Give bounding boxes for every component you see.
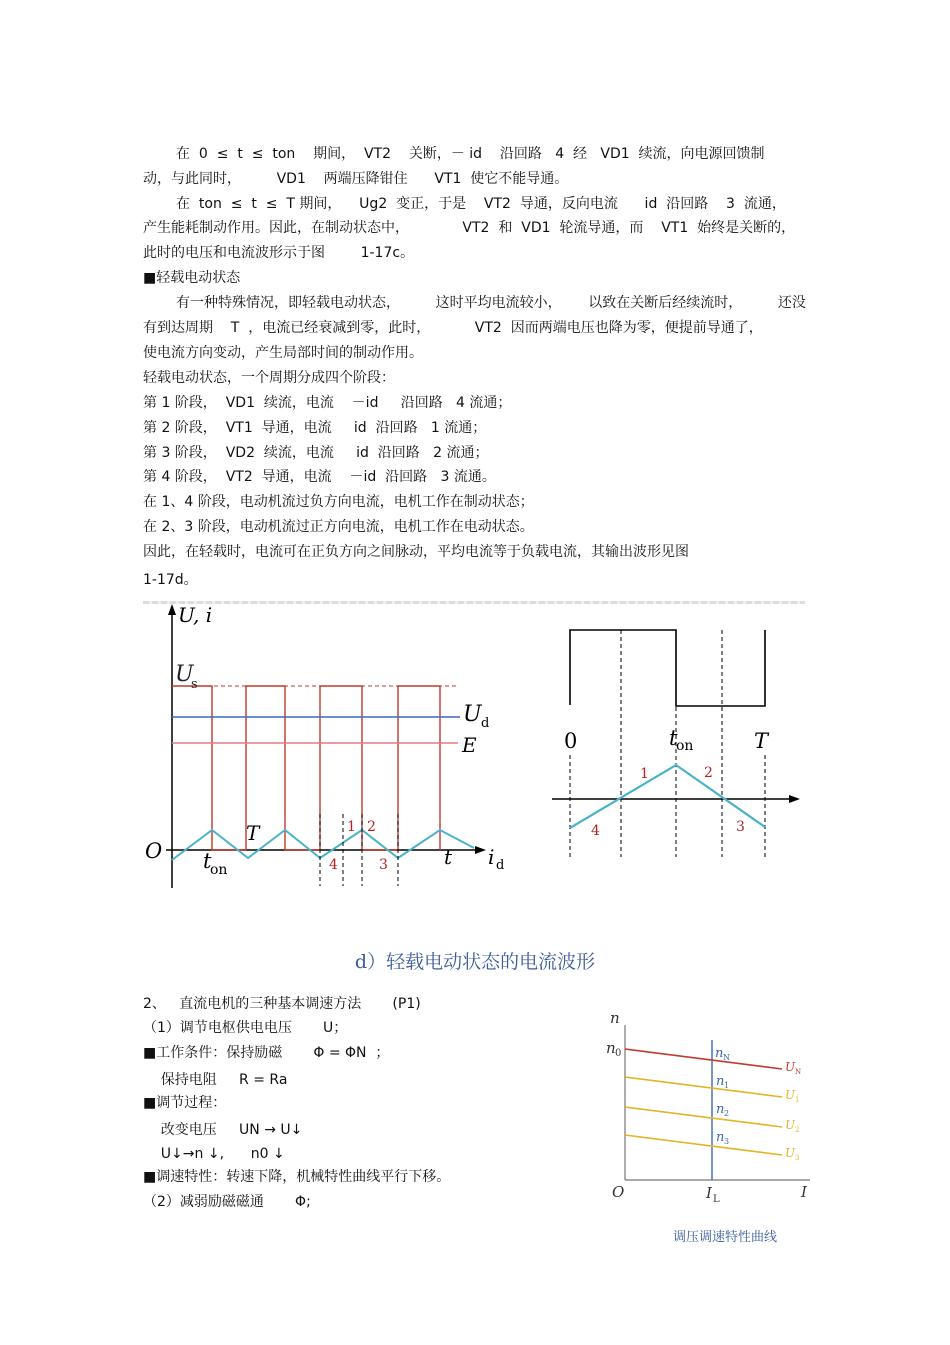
section-title: 2、 直流电机的三种基本调速方法 (P1) <box>143 996 421 1012</box>
u3-curve <box>625 1135 782 1155</box>
paragraph-line: 产生能耗制动作用。因此，在制动状态中， VT2 和 VD1 轮流导通，而 VT1 始终是关断的， <box>143 220 796 236</box>
us-label: U <box>175 662 194 687</box>
phase-1-label: 1 <box>347 819 356 835</box>
us-pulse-waveform <box>172 686 440 850</box>
period-label: T <box>246 821 260 845</box>
n2-point-label: n <box>716 1102 725 1117</box>
n0-label-sub: 0 <box>615 1048 622 1059</box>
us-label-sub: s <box>191 677 198 692</box>
u2-curve <box>625 1107 782 1127</box>
section-line: ■调节过程： <box>143 1095 227 1111</box>
un-curve-sub: N <box>795 1068 802 1076</box>
paragraph-line: 在 ton ≤ t ≤ T 期间， Ug2 变正，于是 VT2 导通，反向电流 id 沿回路 3 流通， <box>176 196 786 212</box>
paragraph-line: 第 1 阶段， VD1 续流，电流 －id 沿回路 4 流通； <box>143 395 512 411</box>
n2-point-sub: 2 <box>724 1109 730 1118</box>
y-axis-arrow <box>168 604 176 615</box>
left-waveform-diagram <box>145 603 504 888</box>
u1-curve-sub: 1 <box>795 1096 800 1104</box>
il-label-sub: L <box>713 1194 720 1205</box>
y-axis-label: U, i <box>178 603 213 627</box>
section-line: （1）调节电枢供电电压 U； <box>143 1020 348 1036</box>
il-label: I <box>706 1184 712 1202</box>
phase-1-label: 1 <box>640 766 649 782</box>
ton-label: t <box>669 726 678 750</box>
section-line: ■工作条件：保持励磁 Φ = ΦN ； <box>143 1045 390 1061</box>
paragraph-line: 1-17d。 <box>143 572 198 588</box>
period-label: T <box>754 729 769 753</box>
figure-n-caption: 调压调速特性曲线 <box>672 1230 777 1245</box>
u3-curve-label: U <box>785 1146 796 1160</box>
paragraph-line: 此时的电压和电流波形示于图 1-17c。 <box>143 245 415 261</box>
paragraph-line: 在 0 ≤ t ≤ ton 期间， VT2 关断，－ id 沿回路 4 经 VD1 续流，向电源回馈制 <box>176 146 765 162</box>
paragraph-line: 第 4 阶段， VT2 导通，电流 －id 沿回路 3 流通。 <box>143 469 496 485</box>
ton-label-sub: on <box>210 862 228 878</box>
i-axis-label: I <box>801 1183 807 1201</box>
waveform-figure <box>0 600 950 900</box>
u2-curve-sub: 2 <box>795 1126 800 1134</box>
u1-curve <box>625 1077 782 1097</box>
origin-label: O <box>145 839 163 863</box>
u1-curve-label: U <box>785 1088 796 1102</box>
paragraph-line: 使电流方向变动，产生局部时间的制动作用。 <box>143 345 423 361</box>
n1-point-label: n <box>716 1074 725 1089</box>
ud-label: U <box>463 702 482 727</box>
paragraph-line: 轻载电动状态，一个周期分成四个阶段： <box>143 370 395 386</box>
nn-point-label: n <box>715 1046 724 1061</box>
n3-point-sub: 3 <box>724 1137 730 1146</box>
right-waveform-diagram <box>552 630 800 857</box>
un-curve-label: U <box>785 1060 796 1074</box>
u3-curve-sub: 3 <box>795 1154 800 1162</box>
section-line: ■调速特性：转速下降，机械特性曲线平行下移。 <box>143 1169 451 1185</box>
n3-point-label: n <box>716 1130 725 1145</box>
id-current-waveform <box>172 830 474 860</box>
section-line: 改变电压 UN → U↓ <box>143 1122 303 1138</box>
origin-label: O <box>612 1183 625 1201</box>
section-line: 保持电阻 R = Ra <box>143 1072 288 1088</box>
paragraph-line: 第 3 阶段， VD2 续流，电流 id 沿回路 2 流通； <box>143 445 489 461</box>
paragraph-line: 动，与此同时， VD1 两端压降钳住 VT1 使它不能导通。 <box>143 171 569 187</box>
paragraph-line: 第 2 阶段， VT1 导通，电流 id 沿回路 1 流通； <box>143 420 487 436</box>
section-line: U↓→n ↓, n0 ↓ <box>143 1146 285 1162</box>
phase-3-label: 3 <box>379 857 388 873</box>
id-axis-label-sub: d <box>496 858 505 873</box>
e-label: E <box>462 733 477 757</box>
nn-point-sub: N <box>723 1053 730 1062</box>
n0-label: n <box>606 1039 616 1057</box>
figure-d-caption: d）轻载电动状态的电流波形 <box>354 951 596 973</box>
time-label: t <box>444 845 453 869</box>
n1-point-sub: 1 <box>724 1081 730 1090</box>
section-line: （2）减弱励磁磁通 Φ; <box>143 1194 311 1210</box>
n-axis-label: n <box>610 1009 620 1027</box>
paragraph-line: 在 1、4 阶段，电动机流过负方向电流，电机工作在制动状态； <box>143 494 534 510</box>
u2-curve-label: U <box>785 1118 796 1132</box>
section-heading: ■轻载电动状态 <box>143 270 241 286</box>
ton-label: t <box>203 849 212 873</box>
paragraph-line: 有到达周期 T ，电流已经衰减到零，此时， VT2 因而两端电压也降为零，便提前导通了， <box>143 320 763 336</box>
paragraph-line: 在 2、3 阶段，电动机流过正方向电流，电机工作在电动状态。 <box>143 519 534 535</box>
x-axis-arrow <box>475 846 486 854</box>
phase-3-label: 3 <box>736 819 745 835</box>
phase-4-label: 4 <box>591 823 600 839</box>
phase-2-label: 2 <box>704 765 713 781</box>
phase-4-label: 4 <box>329 857 338 873</box>
paragraph-line: 有一种特殊情况，即轻载电动状态， 这时平均电流较小， 以致在关断后经续流时， 还没 <box>176 295 806 311</box>
ton-label-sub: on <box>676 738 694 754</box>
time-axis-arrow <box>789 795 800 803</box>
zero-label: 0 <box>564 729 578 753</box>
phase-2-label: 2 <box>367 819 376 835</box>
id-axis-label: i <box>488 845 495 869</box>
voltage-square-wave <box>570 630 765 706</box>
ud-label-sub: d <box>481 716 490 731</box>
paragraph-line: 因此，在轻载时，电流可在正负方向之间脉动，平均电流等于负载电流，其输出波形见图 <box>143 544 689 560</box>
speed-characteristic-figure <box>600 1005 820 1220</box>
un-curve <box>625 1049 782 1069</box>
